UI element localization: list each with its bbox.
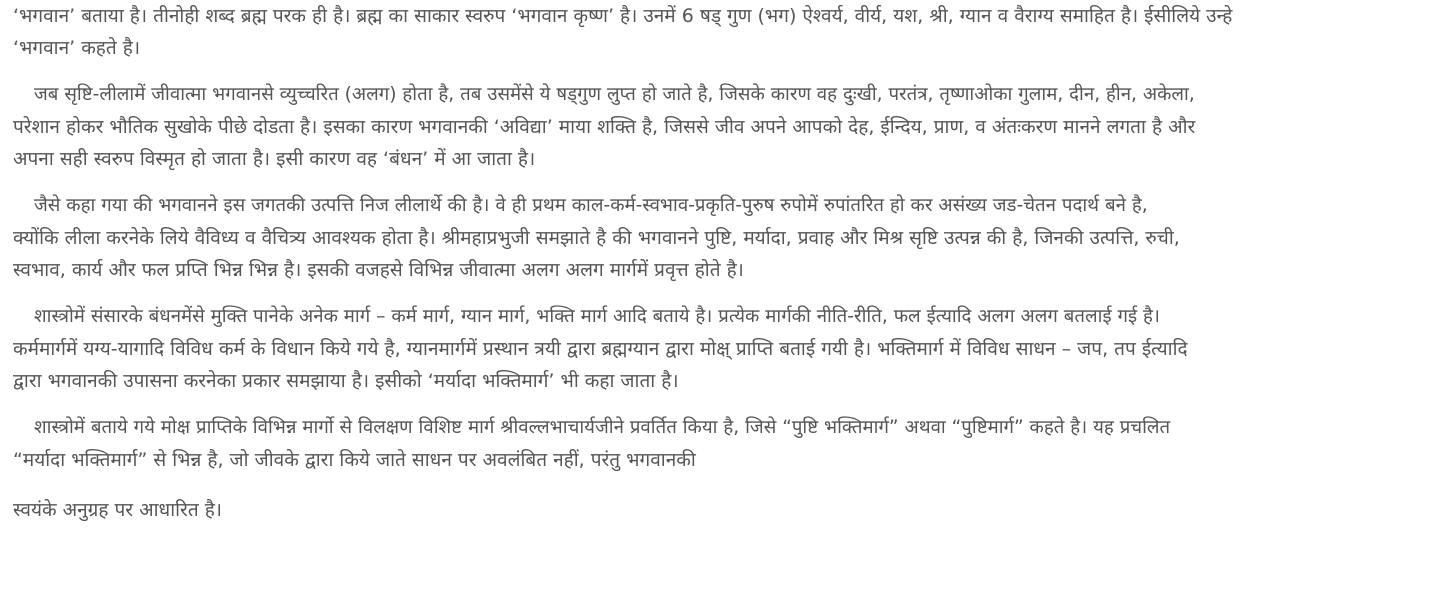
paragraph-1 [13,0,1427,64]
article-body [13,0,1427,541]
paragraph-2 [13,79,1427,175]
text-line: क्योंकि लीला करनेके लिये वैविध्य व वैचित्र्य आवश्यक होता है। श्रीमहाप्रभुजी समझाते है की भगवानने पुष्टि, मर्यादा, प्रवाह और मिश्र सृष्टि उत्पन्न की है, जिनकी उत्पत्ति, रुची, [13,227,1180,249]
text-line: “मर्यादा भक्तिमार्ग” से भिन्न है, जो जीवके द्वारा किये जाते साधन पर अवलंबित नहीं, परंतु भगवानकी [13,449,696,471]
text-line: ‘भगवान’ कहते है। [13,37,141,59]
text-line: द्वारा भगवानकी उपासना करनेका प्रकार समझाया है। इसीको ‘मर्यादा भक्तिमार्ग’ भी कहा जाता है। [13,370,679,392]
text-line: स्वभाव, कार्य और फल प्रप्ति भिन्न भिन्न है। इसकी वजहसे विभिन्न जीवात्मा अलग अलग मार्गमें प्रवृत्त होते है। [13,259,744,281]
text-line: शास्त्रोमें संसारके बंधनमेंसे मुक्ति पानेके अनेक मार्ग – कर्म मार्ग, ग्यान मार्ग, भक्ति मार्ग आदि बताये है। प्रत्येक मार्गकी नीति-रीति, फल ईत्यादि अलग अलग बतलाई गई है। [34,306,1160,327]
text-line: स्वयंके अनुग्रह पर आधारित है। [13,499,222,521]
text-line: शास्त्रोमें बताये गये मोक्ष प्राप्तिके विभिन्न मार्गो से विलक्षण विशिष्ट मार्ग श्रीवल्लभाचार्यजीने प्रवर्तित किया है, जिसे “पुष्टि भक्तिमार्ग” अथवा “पुष्टिमार्ग” कहते है। यह प्रचलित [34,417,1171,438]
text-line: अपना सही स्वरुप विस्मृत हो जाता है। इसी कारण वह ‘बंधन’ में आ जाता है। [13,148,536,170]
paragraph-5 [13,412,1427,476]
text-line: ‘भगवान’ बताया है। तीनोही शब्द ब्रह्म परक ही है। ब्रह्म का साकार स्वरुप ‘भगवान कृष्ण’ है। उनमें 6 षड् गुण (भग) ऐश्वर्य, वीर्य, यश, श्री, ग्यान व वैराग्य समाहित है। ईसीलिये उन्हे [13,5,1233,27]
text-line: परेशान होकर भौतिक सुखोके पीछे दोडता है। इसका कारण भगवानकी ‘अविद्या’ माया शक्ति है, जिससे जीव अपने आपको देह, ईन्दिय, प्राण, व अंतःकरण मानने लगता है और [13,116,1196,138]
text-line: जब सृष्टि-लीलामें जीवात्मा भगवानसे व्युच्चरित (अलग) होता है, तब उसमेंसे ये षड्गुण लुप्त हो जाते है, जिसके कारण वह दुःखी, परतंत्र, तृष्णाओका गुलाम, दीन, हीन, अकेला, [34,84,1195,105]
text-line: जैसे कहा गया की भगवानने इस जगतकी उत्पत्ति निज लीलार्थे की है। वे ही प्रथम काल-कर्म-स्वभाव-प्रकृति-पुरुष रुपोमें रुपांतरित हो कर असंख्य जड-चेतन पदार्थ बने है, [34,195,1148,216]
paragraph-4 [13,301,1427,397]
text-line: कर्ममार्गमें यग्य-यागादि विविध कर्म के विधान किये गये है, ग्यानमार्गमें प्रस्थान त्रयी द्वारा ब्रह्मग्यान द्वारा मोक्ष् प्राप्ति बताई गयी है। भक्तिमार्ग में विविध साधन – जप, तप ईत्यादि [13,338,1188,360]
paragraph-6 [13,494,1427,526]
paragraph-3 [13,190,1427,286]
